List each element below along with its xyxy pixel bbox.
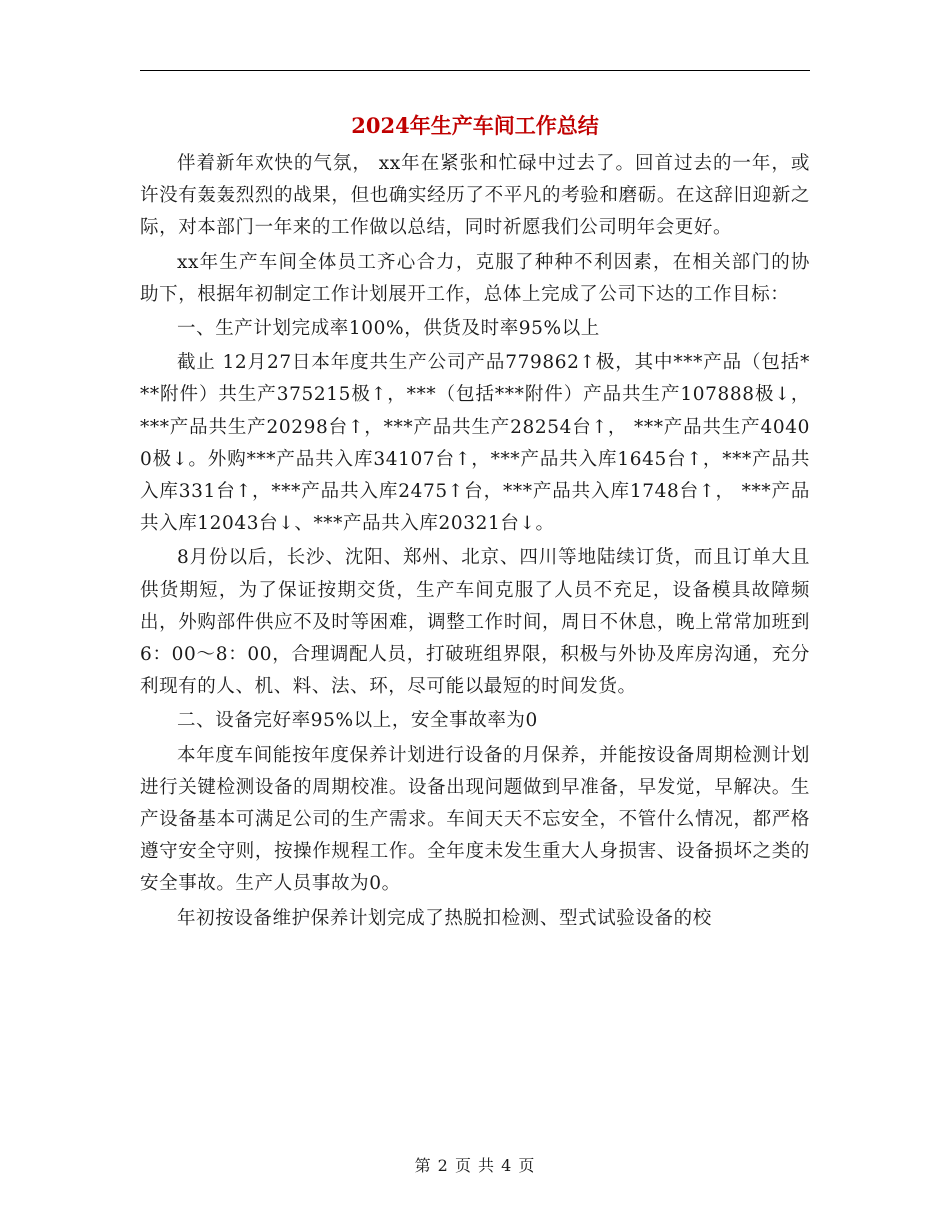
document-title: 2024年生产车间工作总结 xyxy=(351,113,599,138)
page-number-footer: 第 2 页 共 4 页 xyxy=(414,1156,536,1175)
paragraph: 8月份以后，长沙、沈阳、郑州、北京、四川等地陆续订货，而且订单大且供货期短，为了保证按期交货，生产车间克服了人员不充足，设备模具故障频出，外购部件供应不及时等困难，调整工作时间，周日不休息，晚上常常加班到6：00～8：00，合理调配人员，打破班组界限，积极与外协及库房沟通，充分利现有的人、机、料、法、环，尽可能以最短的时间发货。 xyxy=(140,547,810,698)
section-heading: 二、设备完好率95%以上，安全事故率为0 xyxy=(177,710,538,732)
document-body xyxy=(140,148,810,937)
header-rule xyxy=(140,70,810,71)
paragraph: 截止 12月27日本年度共生产公司产品779862↑极，其中***产品（包括***附件）共生产375215极↑，***（包括***附件）产品共生产107888极↓， ***产品共生产20298台↑，***产品共生产28254台↑， ***产品共生产40400极↓。外购***产品共入库34107台↑，***产品共入库1645台↑，***产品共入库331台↑，***产品共入库2475↑台，***产品共入库1748台↑， ***产品共入库12043台↓、***产品共入库20321台↓。 xyxy=(140,352,810,535)
paragraph: 伴着新年欢快的气氛， xx年在紧张和忙碌中过去了。回首过去的一年，或许没有轰轰烈烈的战果，但也确实经历了不平凡的考验和磨砺。在这辞旧迎新之际，对本部门一年来的工作做以总结，同时祈愿我们公司明年会更好。 xyxy=(140,153,810,239)
paragraph: xx年生产车间全体员工齐心合力，克服了种种不利因素，在相关部门的协助下，根据年初制定工作计划展开工作，总体上完成了公司下达的工作目标： xyxy=(140,251,810,305)
section-heading: 一、生产计划完成率100%，供货及时率95%以上 xyxy=(177,318,600,340)
paragraph: 年初按设备维护保养计划完成了热脱扣检测、型式试验设备的校 xyxy=(177,907,712,929)
paragraph: 本年度车间能按年度保养计划进行设备的月保养，并能按设备周期检测计划进行关键检测设备的周期校准。设备出现问题做到早准备，早发觉，早解决。生产设备基本可满足公司的生产需求。车间天天不忘安全，不管什么情况，都严格遵守安全守则，按操作规程工作。全年度未发生重大人身损害、设备损坏之类的安全事故。生产人员事故为0。 xyxy=(140,744,810,895)
